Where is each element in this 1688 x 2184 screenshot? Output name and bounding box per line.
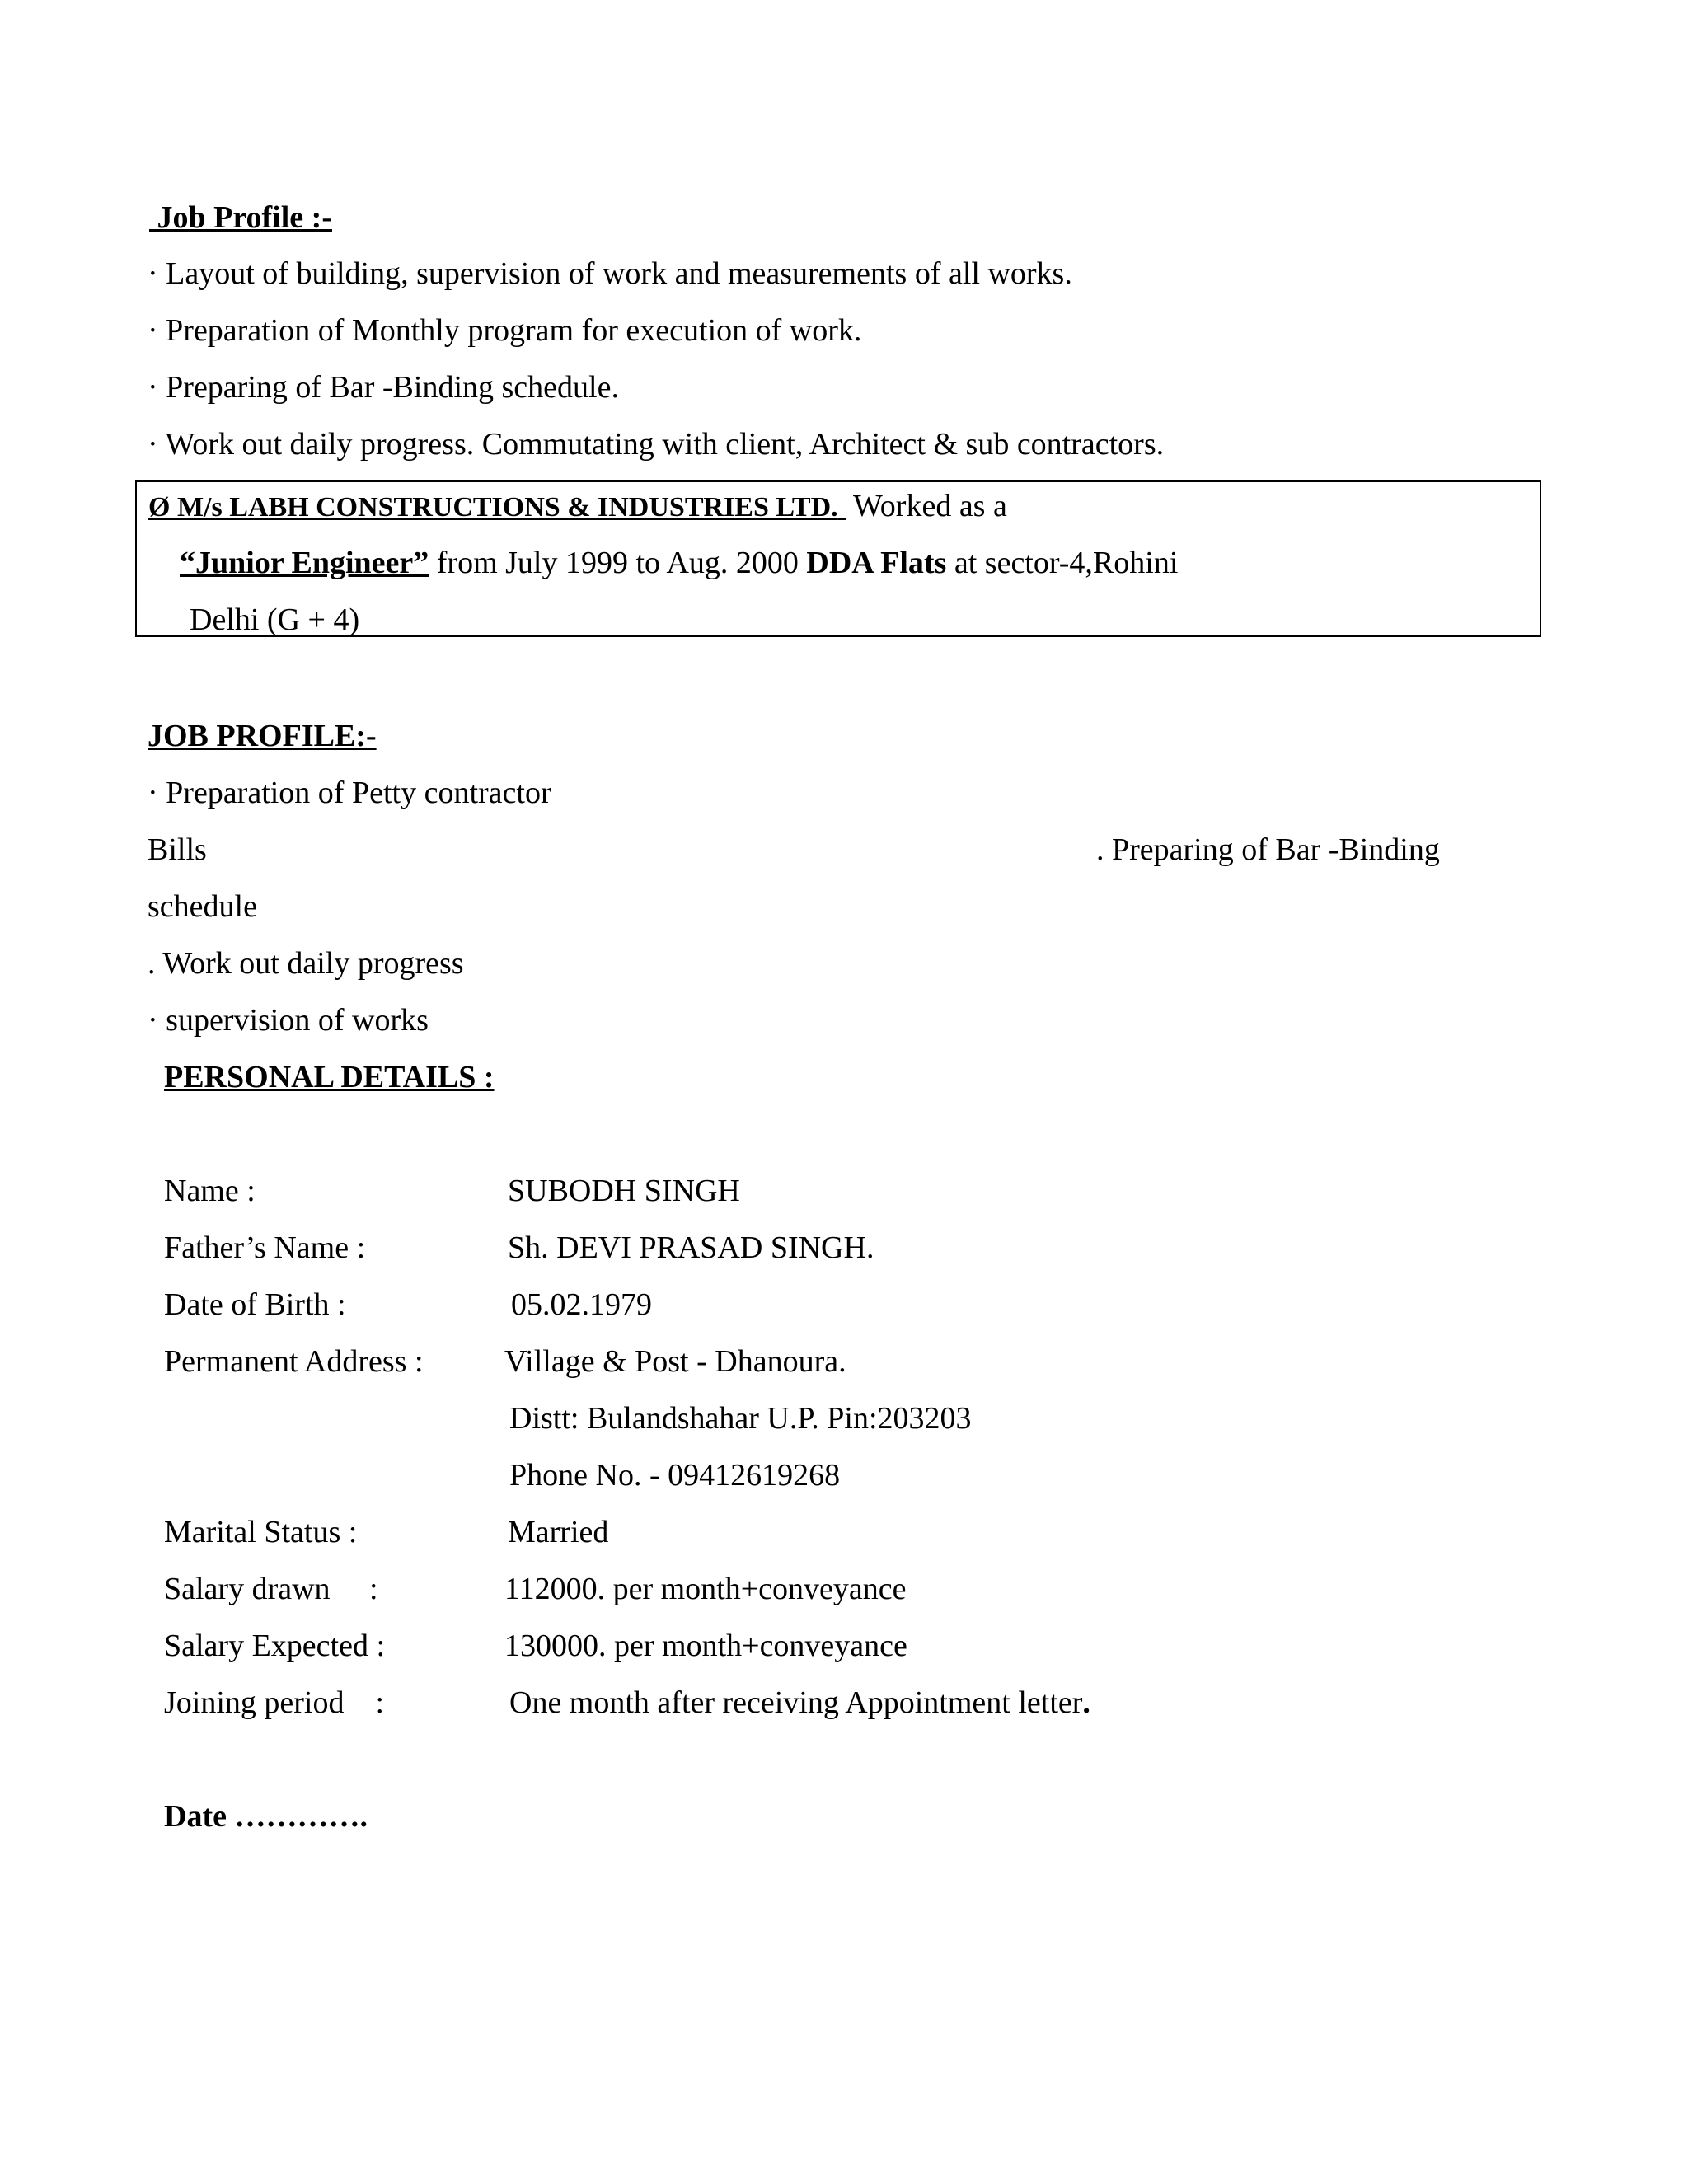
designation: “Junior Engineer” <box>180 546 429 580</box>
job-profile-2-heading: JOB PROFILE:- <box>148 719 377 753</box>
address-line-1: Village & Post - Dhanoura. <box>504 1344 846 1379</box>
job-profile-item: · Work out daily progress. Commutating with client, Architect & sub contractors. <box>148 427 1165 462</box>
job-profile-heading: Job Profile :- <box>149 200 332 235</box>
location: at sector-4,Rohini <box>946 546 1179 580</box>
joining-period-value: One month after receiving Appointment letter <box>509 1685 1083 1720</box>
project: DDA Flats <box>806 546 947 580</box>
joining-period-value-line <box>509 1684 1090 1722</box>
employment-line-2 <box>180 544 1178 582</box>
salary-expected-label: Salary Expected : <box>164 1629 386 1663</box>
job-profile-item: · Preparation of Monthly program for execution of work. <box>148 313 862 348</box>
worked-as: Worked as a <box>846 489 1007 523</box>
father-name-value: Sh. DEVI PRASAD SINGH. <box>508 1230 874 1265</box>
salary-drawn-value: 112000. per month+conveyance <box>504 1572 907 1606</box>
period: from July 1999 to Aug. 2000 <box>429 546 807 580</box>
job-profile-item: · Layout of building, supervision of work and measurements of all works. <box>148 256 1072 291</box>
personal-details-heading: PERSONAL DETAILS : <box>164 1060 495 1094</box>
salary-drawn-label: Salary drawn : <box>164 1572 378 1606</box>
salary-expected-value: 130000. per month+conveyance <box>504 1629 907 1663</box>
dob-value: 05.02.1979 <box>511 1287 652 1322</box>
date-label: Date …………. <box>164 1799 368 1834</box>
father-name-label: Father’s Name : <box>164 1230 366 1265</box>
employment-box <box>135 480 1541 637</box>
name-value: SUBODH SINGH <box>508 1174 740 1208</box>
address-label: Permanent Address : <box>164 1344 424 1379</box>
dob-label: Date of Birth : <box>164 1287 346 1322</box>
phone-number: Phone No. - 09412619268 <box>509 1458 841 1493</box>
address-line-2: Distt: Bulandshahar U.P. Pin:203203 <box>509 1401 972 1436</box>
joining-period-label: Joining period : <box>164 1685 385 1720</box>
job-profile-2-item: . Preparing of Bar -Binding <box>1096 832 1440 867</box>
job-profile-2-item: · supervision of works <box>148 1003 429 1038</box>
marital-status-label: Marital Status : <box>164 1515 358 1549</box>
company-name: Ø M/s LABH CONSTRUCTIONS & INDUSTRIES LTD. <box>148 492 838 523</box>
job-profile-item: · Preparing of Bar -Binding schedule. <box>148 370 619 405</box>
joining-period-end: . <box>1082 1685 1090 1720</box>
job-profile-2-item: . Work out daily progress <box>148 946 464 981</box>
job-profile-2-item-cont: schedule <box>148 889 257 924</box>
employment-line-1 <box>148 487 1007 527</box>
name-label: Name : <box>164 1174 256 1208</box>
employment-line-3: Delhi (G + 4) <box>190 602 360 637</box>
marital-status-value: Married <box>508 1515 609 1549</box>
company-name-underline-space <box>838 489 846 523</box>
job-profile-2-item: · Preparation of Petty contractor <box>148 776 551 810</box>
job-profile-2-item-cont: Bills <box>148 832 207 867</box>
